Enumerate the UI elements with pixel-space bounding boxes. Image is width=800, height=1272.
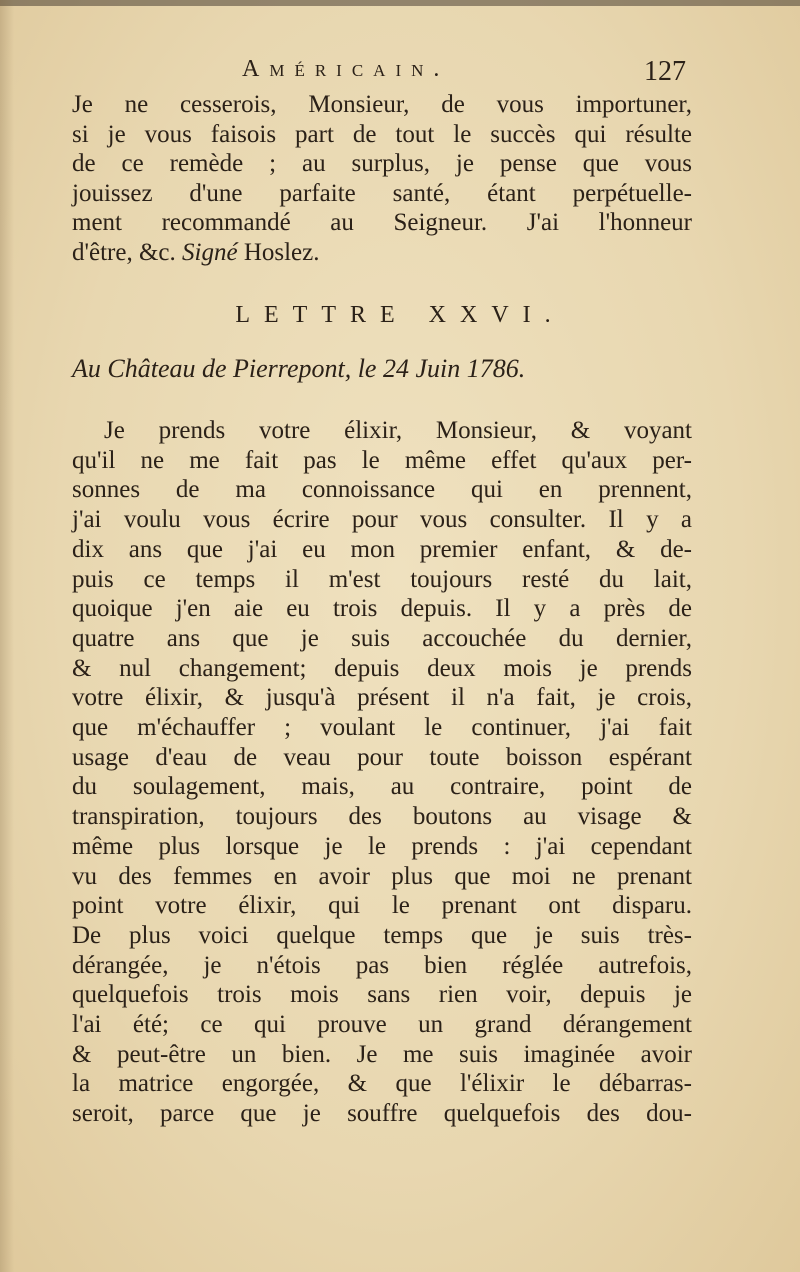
top-paragraph: [72, 90, 692, 267]
text-line: quelquefois trois mois sans rien voir, depuis je: [72, 981, 692, 1009]
text-line: vu des femmes en avoir plus que moi ne prenant: [72, 862, 692, 890]
page-top-edge: [0, 0, 800, 6]
text-line: jouissez d'une parfaite santé, étant perpétuelle-: [72, 179, 692, 207]
text-line: de ce remède ; au surplus, je pense que vous: [72, 150, 692, 177]
text-line: & nul changement; depuis deux mois je prends: [72, 654, 692, 682]
letter-body: [72, 416, 692, 1129]
text-line: votre élixir, & jusqu'à présent il n'a fait, je crois,: [72, 684, 692, 712]
signer-name: Hoslez.: [243, 238, 320, 266]
text-line: la matrice engorgée, & que l'élixir le débarras-: [72, 1070, 692, 1098]
text-line: De plus voici quelque temps que je suis très-: [72, 921, 692, 949]
text-line: j'ai voulu vous écrire pour vous consulter. Il y a: [72, 506, 692, 534]
text-line: point votre élixir, qui le prenant ont disparu.: [72, 892, 692, 920]
text-line: d'être, &c.: [72, 238, 176, 266]
text-line: dix ans que j'ai eu mon premier enfant, & de-: [72, 535, 692, 563]
text-line: quatre ans que je suis accouchée du dernier,: [72, 624, 692, 652]
text-line: & peut-être un bien. Je me suis imaginée avoir: [72, 1040, 692, 1068]
text-line: que m'échauffer ; voulant le continuer, j'ai fait: [72, 714, 692, 742]
text-line: Je prends votre élixir, Monsieur, & voyant: [104, 417, 692, 444]
text-line: sonnes de ma connoissance qui en prennent,: [72, 476, 692, 504]
page-header: [0, 52, 800, 92]
text-line: Je ne cesserois, Monsieur, de vous importuner,: [72, 91, 692, 118]
text-line: même plus lorsque je le prends : j'ai cependant: [72, 832, 692, 860]
gutter-shadow: [0, 0, 14, 1272]
text-line: l'ai été; ce qui prouve un grand dérangement: [72, 1011, 692, 1039]
text-line: transpiration, toujours des boutons au visage &: [72, 803, 692, 831]
signature-line: [72, 238, 692, 268]
text-line: puis ce temps il m'est toujours resté du lait,: [72, 565, 692, 593]
text-line: quoique j'en aie eu trois depuis. Il y a près de: [72, 595, 692, 623]
text-line: qu'il ne me fait pas le même effet qu'aux per-: [72, 446, 692, 474]
text-line: usage d'eau de veau pour toute boisson espérant: [72, 743, 692, 771]
letter-title: LETTRE XXVI.: [235, 302, 565, 328]
text-line: si je vous faisois part de tout le succès qui résulte: [72, 120, 692, 148]
text-line: dérangée, je n'étois pas bien réglée autrefois,: [72, 951, 692, 979]
text-line: du soulagement, mais, au contraire, point de: [72, 773, 692, 801]
running-head: Américain.: [242, 56, 450, 82]
text-line: ment recommandé au Seigneur. J'ai l'honneur: [72, 209, 692, 236]
text-line: seroit, parce que je souffre quelquefois des dou-: [72, 1100, 692, 1128]
page-number: 127: [644, 56, 686, 87]
signed-word: Signé: [182, 238, 238, 266]
dateline: Au Château de Pierrepont, le 24 Juin 1786.: [72, 354, 526, 383]
